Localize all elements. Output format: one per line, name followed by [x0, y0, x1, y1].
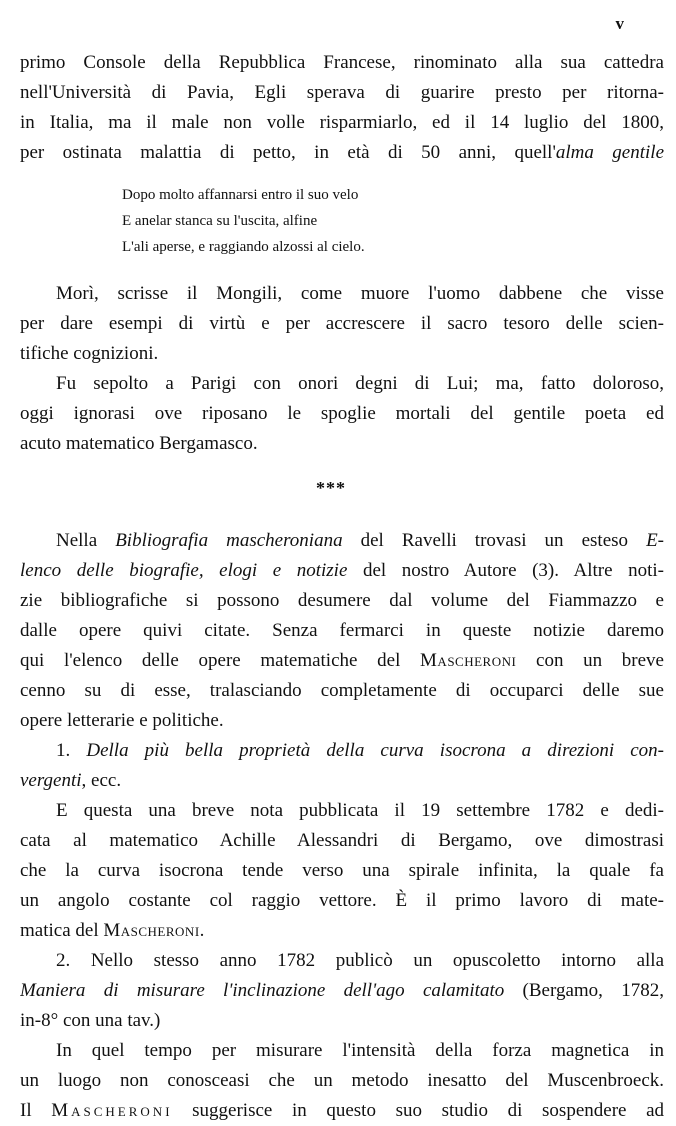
text-span: matica del: [20, 920, 104, 941]
text-line: Morì, scrisse il Mongili, come muore l'uomo dabbene che visse: [56, 283, 664, 304]
text-line: dalle opere quivi citate. Senza fermarci in queste notizie daremo: [20, 620, 664, 641]
verse-line: E anelar stanca su l'uscita, alfine: [122, 213, 318, 229]
text-line: opere letterarie e politiche.: [20, 710, 224, 731]
text-line: un luogo non conosceasi che un metodo inesatto del Muscenbroeck.: [20, 1070, 664, 1091]
text-span: , ecc.: [81, 770, 122, 791]
italic-span: Della più bella proprietà della curva isocrona a direzioni con-: [86, 740, 664, 761]
asterism-separator: ***: [316, 478, 346, 498]
text-span: per ostinata malattia di petto, in età di 50 anni, quell': [20, 142, 556, 163]
text-line: cata al matematico Achille Alessandri di Bergamo, ove dimostrasi: [20, 830, 664, 851]
text-line: nell'Università di Pavia, Egli sperava di guarire presto per ritorna-: [20, 82, 664, 103]
text-line: in Italia, ma il male non volle risparmiarlo, ed il 14 luglio del 1800,: [20, 112, 664, 133]
text-line: cenno su di esse, tralasciando completamente di occuparci delle sue: [20, 680, 664, 701]
text-line: [20, 646, 664, 676]
smallcaps-span: Mascheroni: [103, 920, 200, 941]
verse-line: L'ali aperse, e raggiando alzossi al cielo.: [122, 239, 365, 255]
text-line: E questa una breve nota pubblicata il 19 settembre 1782 e dedi-: [56, 800, 664, 821]
smallcaps-span: Mascheroni: [420, 650, 517, 671]
italic-span: Bibliografia mascheroniana: [115, 530, 343, 551]
page-number: v: [615, 14, 624, 33]
verse-line: Dopo molto affannarsi entro il suo velo: [122, 187, 359, 203]
text-line: acuto matematico Bergamasco.: [20, 433, 258, 454]
text-line: 2. Nello stesso anno 1782 publicò un opuscoletto intorno alla: [56, 950, 664, 971]
text-span: .: [199, 920, 205, 941]
text-line: in-8° con una tav.): [20, 1010, 161, 1031]
text-line: [20, 916, 664, 946]
text-span: qui l'elenco delle opere matematiche del: [20, 650, 421, 671]
paragraph-death: [20, 48, 664, 168]
text-line: zie bibliografiche si possono desumere dal volume del Fiammazzo e: [20, 590, 664, 611]
text-span: del Ravelli trovasi un esteso: [342, 530, 647, 551]
text-line: per dare esempi di virtù e per accrescere il sacro tesoro delle scien-: [20, 313, 664, 334]
paragraph-mongili: [20, 279, 664, 459]
text-line: [20, 138, 664, 168]
text-line: [20, 526, 664, 556]
text-line: tifiche cognizioni.: [20, 343, 159, 364]
text-line: [20, 736, 664, 766]
text-span: 1.: [56, 740, 87, 761]
smallcaps-span: Mascheroni: [51, 1100, 173, 1121]
text-span: Nella: [56, 530, 116, 551]
verse-quote: [122, 182, 365, 260]
text-span: Il: [20, 1100, 52, 1121]
text-line: Fu sepolto a Parigi con onori degni di Lui; ma, fatto doloroso,: [56, 373, 664, 394]
text-span: (Bergamo, 1782,: [504, 980, 664, 1001]
text-line: un angolo costante col raggio vettore. È il primo lavoro di mate-: [20, 890, 664, 911]
text-line: [20, 1096, 664, 1126]
text-span: del nostro Autore (3). Altre noti-: [347, 560, 664, 581]
paragraph-bibliography: [20, 526, 664, 1126]
text-span: suggerisce in questo suo studio di sospendere ad: [172, 1100, 664, 1121]
italic-span: Maniera di misurare l'inclinazione dell'ago calamitato: [20, 980, 505, 1001]
text-span: con un breve: [516, 650, 664, 671]
text-line: oggi ignorasi ove riposano le spoglie mortali del gentile poeta ed: [20, 403, 664, 424]
text-line: primo Console della Repubblica Francese, rinominato alla sua cattedra: [20, 52, 664, 73]
text-line: [20, 556, 664, 586]
italic-span: alma gentile: [555, 142, 664, 163]
italic-span: vergenti: [20, 770, 82, 791]
text-line: In quel tempo per misurare l'intensità della forza magnetica in: [56, 1040, 664, 1061]
text-line: [20, 766, 664, 796]
italic-span: E-: [646, 530, 664, 551]
italic-span: lenco delle biografie, elogi e notizie: [20, 560, 348, 581]
text-line: [20, 976, 664, 1006]
text-line: che la curva isocrona tende verso una spirale infinita, la quale fa: [20, 860, 664, 881]
